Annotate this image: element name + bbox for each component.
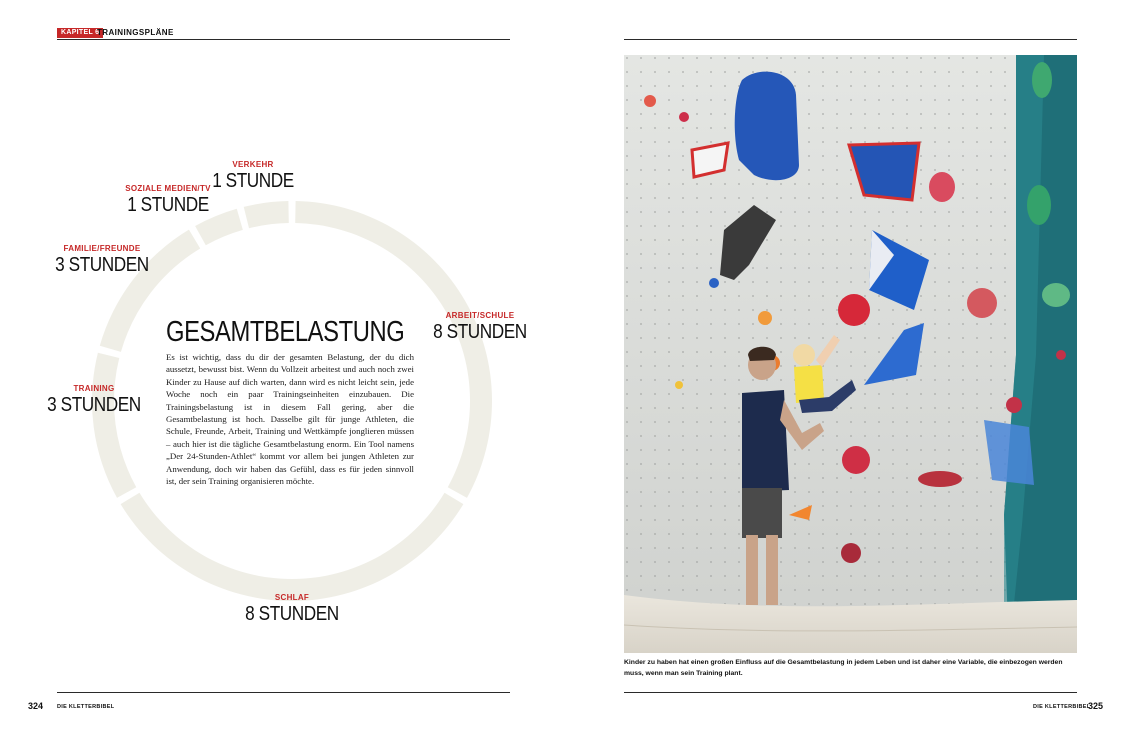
segment-value-soziale-medien: 1 STUNDE [127,194,209,216]
footer-rule-left [57,692,510,693]
article-heading: GESAMTBELASTUNG [166,316,405,348]
segment-label-soziale-medien: SOZIALE MEDIEN/TV [125,184,211,193]
folio-left: DIE KLETTERBIBEL [57,704,115,710]
page-number-right: 325 [1088,701,1104,711]
climbing-photo [624,55,1077,653]
segment-label-training: TRAINING [73,384,115,393]
footer-rule-right [624,692,1077,693]
segment-value-familie: 3 STUNDEN [55,254,149,276]
climbing-wall-illustration [624,55,1077,653]
segment-label-familie: FAMILIE/FREUNDE [63,244,141,253]
article-body: Es ist wichtig, dass du dir der gesamten Belastung, der du dich aussetzt, bewusst bist. Wenn du Vollzeit arbeitest und auch noch zwei Kinder zu Hause auf dich warten, dann wird es nicht leicht sein, jede Woche noch ein paar Trainingseinheiten einzubauen. Die Trainingsbelastung ist in diesem Fall gering, aber die Gesamtbelastung ist hoch. Dasselbe gilt für junge Athleten, die Schule, Freunde, Arbeit, Training und Wettkämpfe jonglieren müssen – auch hier ist die tägliche Gesamtbelastung enorm. Ein Tool namens „Der 24-Stunden-Athlet“ kommt vor allem bei jungen Athleten zur Anwendung, doch wir haben das Gefühl, dass es für jeden sinnvoll ist, der sein Training organisieren möchte. [166,352,414,487]
segment-value-schlaf: 8 STUNDEN [245,603,339,625]
chapter-title: TRAININGSPLÄNE [97,28,174,37]
page-number-left: 324 [28,701,44,711]
segment-label-verkehr: VERKEHR [232,160,274,169]
folio-right: DIE KLETTERBIBEL [1033,704,1091,710]
segment-label-schlaf: SCHLAF [274,593,310,602]
photo-caption: Kinder zu haben hat einen großen Einfluss auf die Gesamtbelastung in jedem Leben und ist daher eine Variable, die einbezogen werden muss, wenn man sein Training plant. [624,659,1063,677]
segment-value-arbeit: 8 STUNDEN [433,321,527,343]
chapter-tag: KAPITEL 6 [57,28,103,38]
ring-segment-training [92,353,136,498]
ring-segment-verkehr [244,201,289,228]
segment-value-training: 3 STUNDEN [47,394,141,416]
segment-value-verkehr: 1 STUNDE [212,170,294,192]
header-rule-right [624,39,1077,40]
ring-segment-schlaf [121,493,464,601]
segment-label-arbeit: ARBEIT/SCHULE [445,311,515,320]
